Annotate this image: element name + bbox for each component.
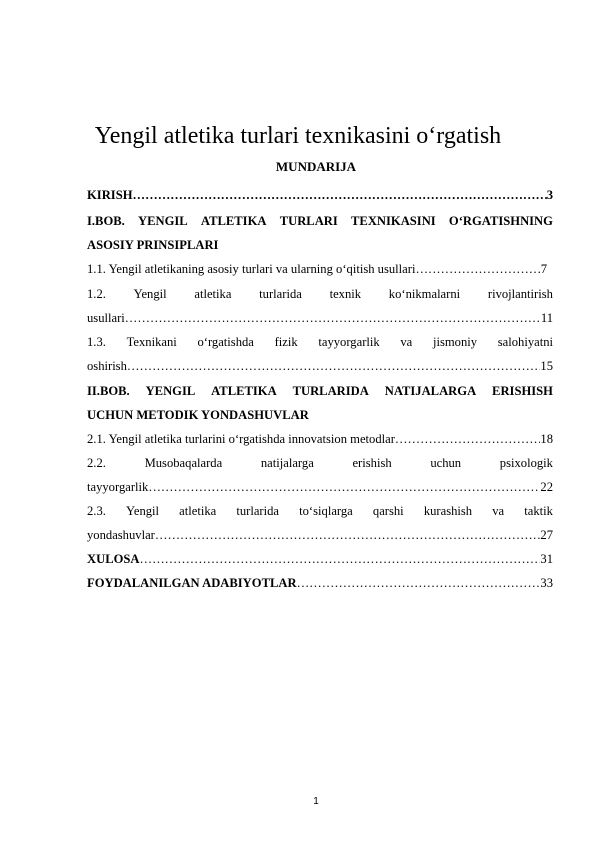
toc-word: 1.2. [87,287,106,301]
toc-word: Texnikani [126,335,177,349]
toc-word: to‘siqlarga [299,504,353,518]
toc-word: rivojlantirish [487,287,553,301]
toc-leader-dots [155,527,541,543]
toc-entry-chapter-1[interactable] [87,213,553,229]
toc-entry-page: 11 [540,311,553,325]
toc-entry-1-1[interactable] [87,261,547,277]
toc-word: turlarida [259,287,302,301]
toc-word: O‘RGATISHNING [448,214,553,228]
toc-word: 1.3. [87,335,106,349]
toc-word: I.BOB. [87,214,125,228]
toc-word: ERISHISH [492,384,553,398]
toc-word: natijalarga [260,456,314,470]
toc-word: fizik [274,335,298,349]
toc-word: TEXNIKASINI [351,214,436,228]
toc-entry-label: oshirish [87,359,127,373]
toc-word: YENGIL [145,384,196,398]
toc-word: texnik [329,287,362,301]
toc-leader-dots [133,187,547,203]
toc-word: Musobaqalarda [144,456,223,470]
toc-entry-chapter-1-cont: ASOSIY PRINSIPLARI [87,238,219,252]
toc-entry-page: 33 [540,576,553,590]
toc-entry-1-3-cont[interactable] [87,358,553,374]
toc-entry-page: 31 [540,552,553,566]
page-number: 1 [313,796,319,807]
toc-word: NATIJALARGA [384,384,477,398]
toc-word: 2.2. [87,456,106,470]
toc-entry-label: yondashuvlar [87,528,155,542]
toc-entry-label: 2.1. Yengil atletika turlarini o‘rgatishda innovatsion metodlar [87,432,395,446]
toc-entry-page: 7 [540,262,547,276]
toc-word: turlarida [236,504,280,518]
toc-entry-2-2-cont[interactable] [87,479,553,495]
toc-word: TURLARIDA [292,384,369,398]
toc-leader-dots [125,310,541,326]
toc-entry-2-2[interactable] [87,455,553,471]
toc-word: psixologik [499,456,553,470]
toc-word: atletika [194,287,232,301]
toc-entry-2-3[interactable] [87,503,553,519]
toc-word: Yengil [126,504,160,518]
toc-word: II.BOB. [87,384,130,398]
toc-word: qarshi [372,504,404,518]
toc-entry-2-3-cont[interactable] [87,527,553,543]
toc-entry-label: FOYDALANILGAN ADABIYOTLAR [87,576,297,590]
toc-entry-label: usullari [87,311,125,325]
toc-word: va [492,504,505,518]
toc-leader-dots [415,261,540,277]
toc-word: kurashish [423,504,473,518]
toc-leader-dots [139,551,540,567]
toc-entry-chapter-2-cont: UCHUN METODIK YONDASHUVLAR [87,408,309,422]
toc-entry-page: 15 [540,359,553,373]
toc-entry-1-2[interactable] [87,286,553,302]
toc-leader-dots [148,479,540,495]
toc-entry-1-3[interactable] [87,334,553,350]
toc-entry-label: KIRISH [87,188,133,202]
toc-entry-1-2-cont[interactable] [87,310,553,326]
toc-entry-references[interactable] [87,575,553,591]
toc-entry-label: tayyorgarlik [87,480,149,494]
toc-entry-label: XULOSA [87,552,140,566]
toc-word: ATLETIKA [211,384,277,398]
toc-word: erishish [352,456,392,470]
toc-entry-kirish[interactable] [87,187,553,203]
toc-word: ko‘nikmalarni [388,287,461,301]
toc-heading: MUNDARIJA [275,159,357,174]
toc-word: taktik [524,504,553,518]
document-title: Yengil atletika turlari texnikasini o‘rgatish [94,123,502,149]
toc-word: atletika [179,504,217,518]
toc-word: uchun [430,456,462,470]
toc-entry-xulosa[interactable] [87,551,553,567]
toc-entry-page: 3 [546,188,553,202]
toc-word: salohiyatni [497,335,553,349]
toc-word: tayyorgarlik [318,335,380,349]
toc-word: jismoniy [432,335,478,349]
toc-leader-dots [395,431,540,447]
toc-entry-chapter-2[interactable] [87,383,553,399]
toc-word: va [400,335,413,349]
toc-leader-dots [297,575,541,591]
toc-leader-dots [127,358,541,374]
toc-word: Yengil [133,287,167,301]
toc-entry-label: 1.1. Yengil atletikaning asosiy turlari va ularning o‘qitish usullari [87,262,416,276]
toc-entry-page: 22 [540,480,553,494]
toc-word: 2.3. [87,504,106,518]
toc-entry-page: 18 [540,432,553,446]
toc-word: YENGIL [138,214,188,228]
toc-entry-2-1[interactable] [87,431,553,447]
toc-word: o‘rgatishda [197,335,254,349]
toc-word: TURLARI [279,214,338,228]
toc-entry-page: 27 [540,528,553,542]
toc-word: ATLETIKA [200,214,267,228]
